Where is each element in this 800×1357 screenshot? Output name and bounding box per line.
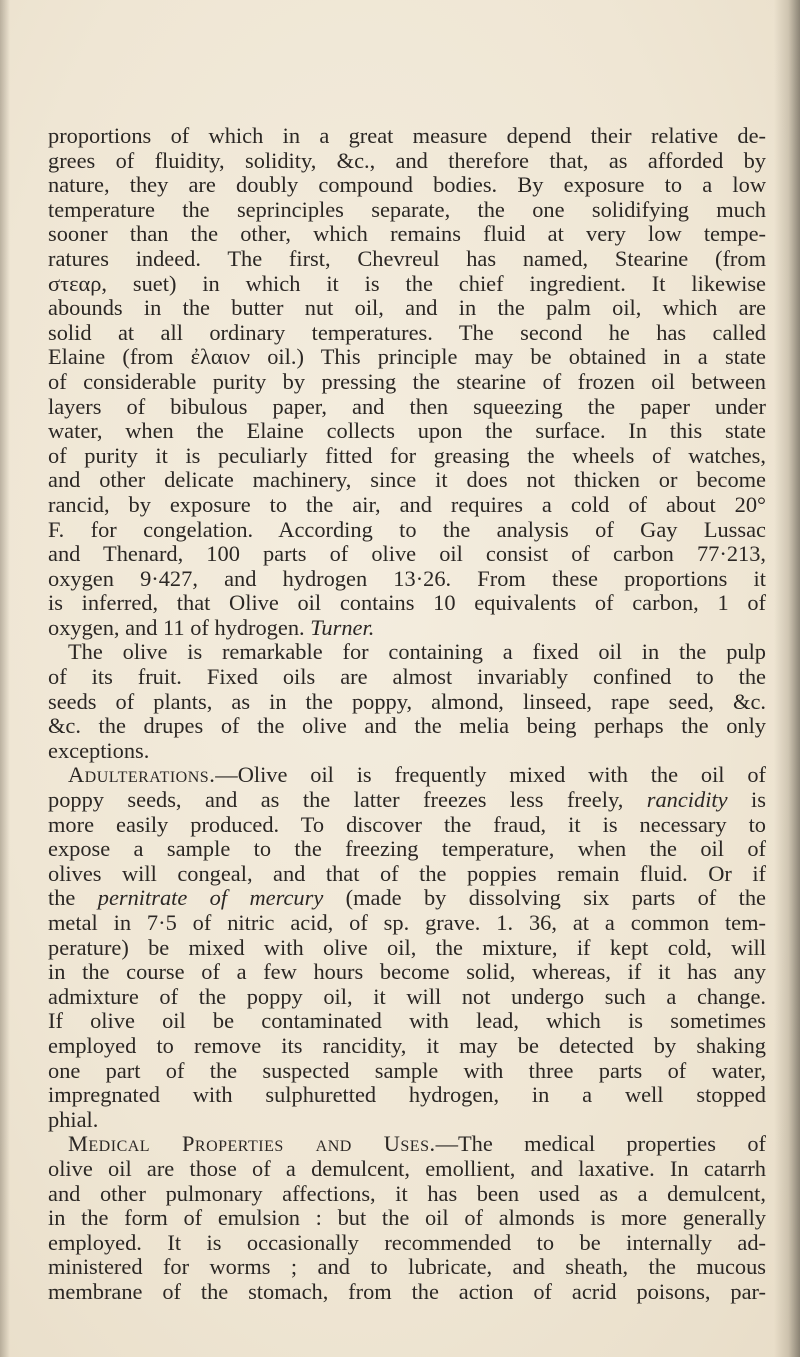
text-line: solid at all ordinary temperatures. The second he has called (48, 319, 766, 345)
text-line: proportions of which in a great measure depend their relative de- (48, 123, 766, 148)
text-line: perature) be mixed with olive oil, the mixture, if kept cold, will (48, 934, 766, 960)
section-heading-adulterations: Adulterations. (68, 762, 216, 788)
text-line: The olive is remarkable for containing a fixed oil in the pulp (68, 639, 766, 665)
emphasis-rancidity: rancidity (646, 787, 728, 813)
text-fragment: the (48, 885, 76, 911)
text-line (48, 616, 766, 641)
text-line: in the form of emulsion : but the oil of almonds is more generally (48, 1205, 766, 1231)
text-line: Elaine (from ἐλαιον oil.) This principle may be obtained in a state (48, 344, 766, 370)
text-line: rancid, by exposure to the air, and requires a cold of about 20° (48, 491, 766, 517)
text-line: layers of bibulous paper, and then squeezing the paper under (48, 393, 766, 419)
text-line: nature, they are doubly compound bodies. By exposure to a low (48, 172, 766, 198)
text-line: is inferred, that Olive oil contains 10 equivalents of carbon, 1 of (48, 590, 766, 616)
text-line: and other delicate machinery, since it does not thicken or become (48, 467, 766, 493)
text-line (48, 886, 766, 911)
text-line: seeds of plants, as in the poppy, almond, linseed, rape seed, &c. (48, 688, 766, 714)
text-line: ministered for worms ; and to lubricate, and sheath, the mucous (48, 1254, 766, 1280)
text-line: F. for congelation. According to the analysis of Gay Lussac (48, 516, 766, 542)
text-line: oxygen 9·427, and hydrogen 13·26. From these proportions it (48, 565, 766, 591)
text-line: in the course of a few hours become solid, whereas, if it has any (48, 959, 766, 985)
text-line: στεαρ, suet) in which it is the chief ingredient. It likewise (48, 270, 766, 296)
text-line: more easily produced. To discover the fraud, it is necessary to (48, 811, 766, 837)
text-line: If olive oil be contaminated with lead, which is sometimes (48, 1008, 766, 1034)
text-fragment: oxygen, and 11 of hydrogen. (48, 614, 305, 640)
author-attribution: Turner. (310, 614, 375, 640)
text-fragment: is (751, 787, 766, 813)
text-fragment: —The medical properties of (435, 1131, 766, 1157)
text-line: phial. (48, 1106, 99, 1132)
page-left-edge (0, 0, 10, 1357)
text-line: metal in 7·5 of nitric acid, of sp. grave. 1. 36, at a common tem- (48, 910, 766, 935)
text-line: olive oil are those of a demulcent, emollient, and laxative. In catarrh (48, 1155, 766, 1181)
text-line: sooner than the other, which remains fluid at very low tempe- (48, 221, 766, 247)
text-fragment: —Olive oil is frequently mixed with the oil of (215, 762, 766, 788)
text-line: ratures indeed. The first, Chevreul has named, Stearine (from (48, 245, 766, 271)
text-line (48, 1132, 766, 1157)
text-line: of its fruit. Fixed oils are almost invariably confined to the (48, 664, 766, 690)
text-line: olives will congeal, and that of the poppies remain fluid. Or if (48, 860, 766, 886)
text-line: employed to remove its rancidity, it may be detected by shaking (48, 1032, 766, 1058)
text-line: and Thenard, 100 parts of olive oil consist of carbon 77·213, (48, 541, 766, 567)
text-line (48, 763, 766, 788)
text-line: abounds in the butter nut oil, and in the palm oil, which are (48, 295, 766, 321)
text-line: of purity it is peculiarly fitted for greasing the wheels of watches, (48, 442, 766, 468)
text-fragment: poppy seeds, and as the latter freezes less freely, (48, 787, 624, 813)
text-line: one part of the suspected sample with three parts of water, (48, 1057, 766, 1083)
text-line: water, when the Elaine collects upon the surface. In this state (48, 418, 766, 444)
emphasis-pernitrate: pernitrate of mercury (97, 885, 324, 911)
text-line: employed. It is occasionally recommended to be internally ad- (48, 1229, 766, 1255)
text-line: membrane of the stomach, from the action of acrid poisons, par- (48, 1278, 766, 1304)
text-line: &c. the drupes of the olive and the melia being perhaps the only (48, 713, 766, 739)
text-line: of considerable purity by pressing the stearine of frozen oil between (48, 368, 766, 394)
text-line: admixture of the poppy oil, it will not undergo such a change. (48, 983, 766, 1009)
text-line: impregnated with sulphuretted hydrogen, in a well stopped (48, 1082, 766, 1108)
text-line: expose a sample to the freezing temperature, when the oil of (48, 836, 766, 862)
text-line: exceptions. (48, 737, 150, 763)
text-line: grees of fluidity, solidity, &c., and therefore that, as afforded by (48, 147, 766, 173)
text-line: and other pulmonary affections, it has been used as a demulcent, (48, 1180, 766, 1206)
body-text (48, 124, 766, 1305)
section-heading-medical: Medical Properties and Uses. (68, 1131, 436, 1157)
text-line (48, 788, 766, 813)
text-line: temperature the seprinciples separate, the one solidifying much (48, 196, 766, 222)
text-fragment: (made by dissolving six parts of the (345, 885, 766, 911)
page-gutter-shadow (774, 0, 800, 1357)
